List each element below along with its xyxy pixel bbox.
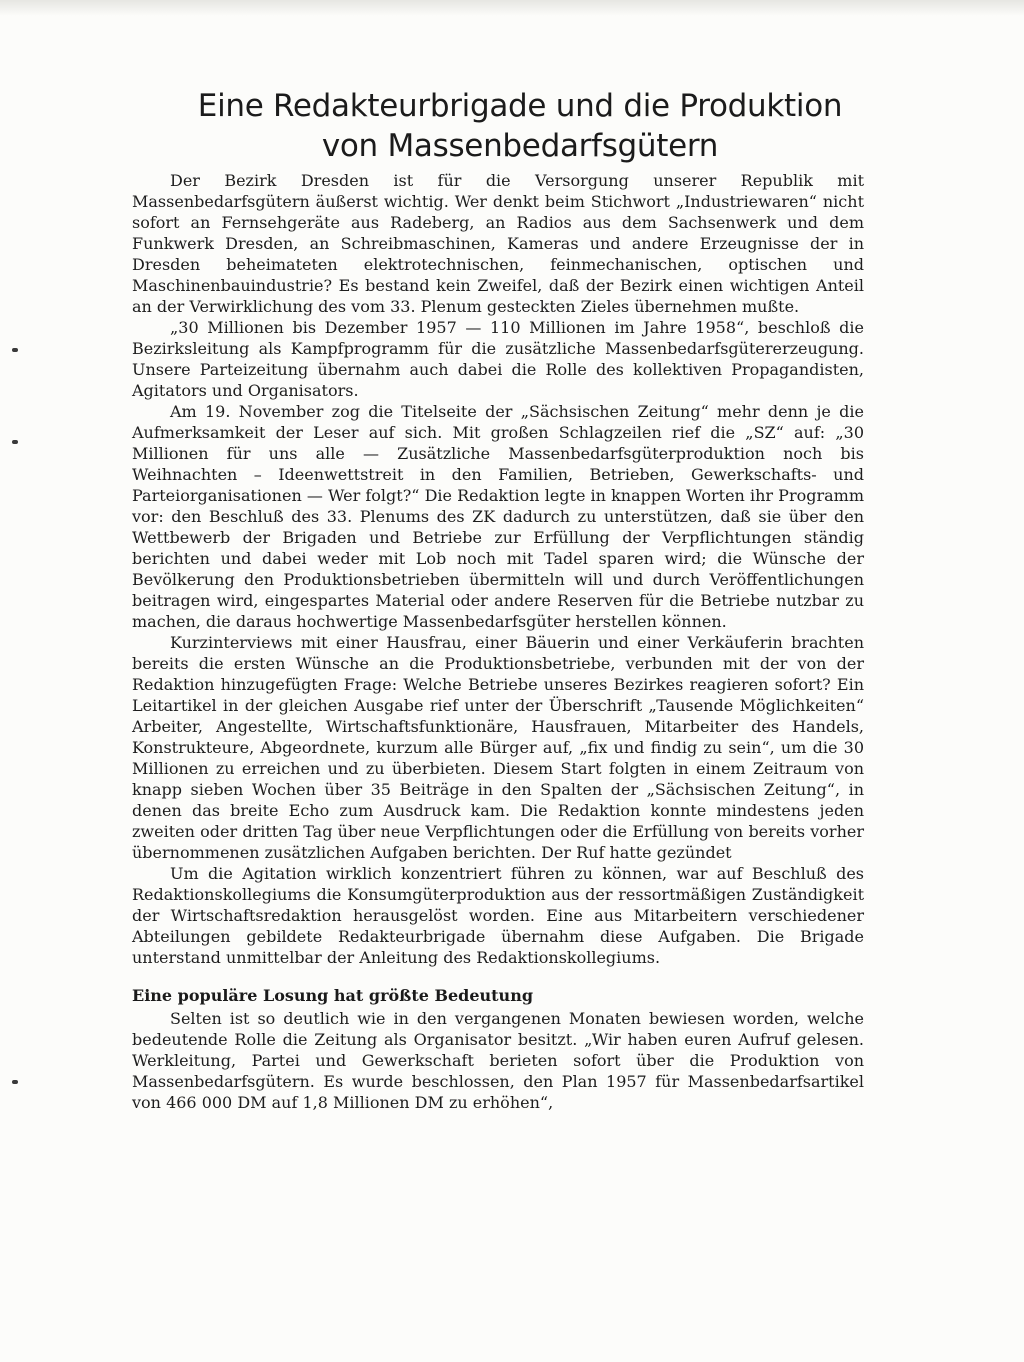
paragraph: Um die Agitation wirklich konzentriert führen zu können, war auf Beschluß des Redaktionskollegiums die Konsumgüterproduktion aus der ressortmäßigen Zuständigkeit der Wirtschaftsredaktion herausgelöst worden. Eine aus Mitarbeitern verschiedener Abteilungen gebildete Redakteurbrigade übernahm diese Aufgaben. Die Brigade unterstand unmittelbar der Anleitung des Redaktionskollegiums. — [132, 864, 864, 967]
margin-mark — [12, 348, 18, 352]
title-line-1: Eine Redakteurbrigade und die Produktion — [197, 88, 843, 124]
paragraph: Selten ist so deutlich wie in den vergangenen Monaten bewiesen worden, welche bedeutende Rolle die Zeitung als Organisator besitzt. „Wir haben euren Aufruf gelesen. Werkleitung, Partei und Gewerkschaft berieten sofort über die Produktion von Massenbedarfsgütern. Es wurde beschlossen, den Plan 1957 für Massenbedarfsartikel von 466 000 DM auf 1,8 Millionen DM zu erhöhen“, — [132, 1009, 864, 1112]
paragraph: Am 19. November zog die Titelseite der „Sächsischen Zeitung“ mehr denn je die Aufmerksamkeit der Leser auf sich. Mit großen Schlagzeilen rief die „SZ“ auf: „30 Millionen für uns alle — Zusätzliche Massenbedarfsgüterproduktion noch bis Weihnachten – Ideenwettstreit in den Familien, Betrieben, Gewerkschafts- und Parteiorganisationen — Wer folgt?“ Die Redaktion legte in knappen Worten ihr Programm vor: den Beschluß des 33. Plenums des ZK dadurch zu unterstützen, daß sie über den Wettbewerb der Brigaden und Betriebe zur Erfüllung der Verpflichtungen ständig berichten und dabei weder mit Lob noch mit Tadel sparen wird; die Wünsche der Bevölkerung den Produktionsbetrieben übermitteln will und durch Veröffentlichungen beitragen wird, eingespartes Material oder andere Reserven für die Betriebe nutzbar zu machen, die daraus hochwertige Massenbedarfsgüter herstellen können. — [132, 402, 864, 631]
section-heading: Eine populäre Losung hat größte Bedeutung — [132, 986, 534, 1005]
paragraph: Kurzinterviews mit einer Hausfrau, einer Bäuerin und einer Verkäuferin brachten bereits die ersten Wünsche an die Produktionsbetriebe, verbunden mit der von der Redaktion hinzugefügten Frage: Welche Betriebe unseres Bezirkes reagieren sofort? Ein Leitartikel in der gleichen Ausgabe rief unter der Überschrift „Tausende Möglichkeiten“ Arbeiter, Angestellte, Wirtschaftsfunktionäre, Hausfrauen, Mitarbeiter des Handels, Konstrukteure, Abgeordnete, kurzum alle Bürger auf, „fix und findig zu sein“, um die 30 Millionen zu erreichen und zu überbieten. Diesem Start folgten in einem Zeitraum von knapp sieben Wochen über 35 Beiträge in den Spalten der „Sächsischen Zeitung“, in denen das breite Echo zum Ausdruck kam. Die Redaktion konnte mindestens jeden zweiten oder dritten Tag über neue Verpflichtungen oder die Erfüllung von bereits vorher übernommenen zusätzlichen Aufgaben berichten. Der Ruf hatte gezündet — [132, 633, 864, 862]
article-title — [140, 86, 900, 166]
article-body — [132, 170, 864, 1113]
scan-edge — [0, 0, 1024, 16]
title-line-2: von Massenbedarfsgütern — [321, 128, 719, 164]
paragraph: „30 Millionen bis Dezember 1957 — 110 Millionen im Jahre 1958“, beschloß die Bezirksleitung als Kampfprogramm für die zusätzliche Massenbedarfsgütererzeugung. Unsere Parteizeitung übernahm auch dabei die Rolle des kollektiven Propagandisten, Agitators und Organisators. — [132, 318, 864, 400]
margin-mark — [12, 1080, 18, 1084]
margin-mark — [12, 440, 18, 444]
paragraph: Der Bezirk Dresden ist für die Versorgung unserer Republik mit Massenbedarfsgütern äußerst wichtig. Wer denkt beim Stichwort „Industriewaren“ nicht sofort an Fernsehgeräte aus Radeberg, an Radios aus dem Sachsenwerk und dem Funkwerk Dresden, an Schreibmaschinen, Kameras und andere Erzeugnisse der in Dresden beheimateten elektrotechnischen, feinmechanischen, optischen und Maschinenbauindustrie? Es bestand kein Zweifel, daß der Bezirk einen wichtigen Anteil an der Verwirklichung des vom 33. Plenum gesteckten Zieles übernehmen mußte. — [132, 171, 864, 316]
